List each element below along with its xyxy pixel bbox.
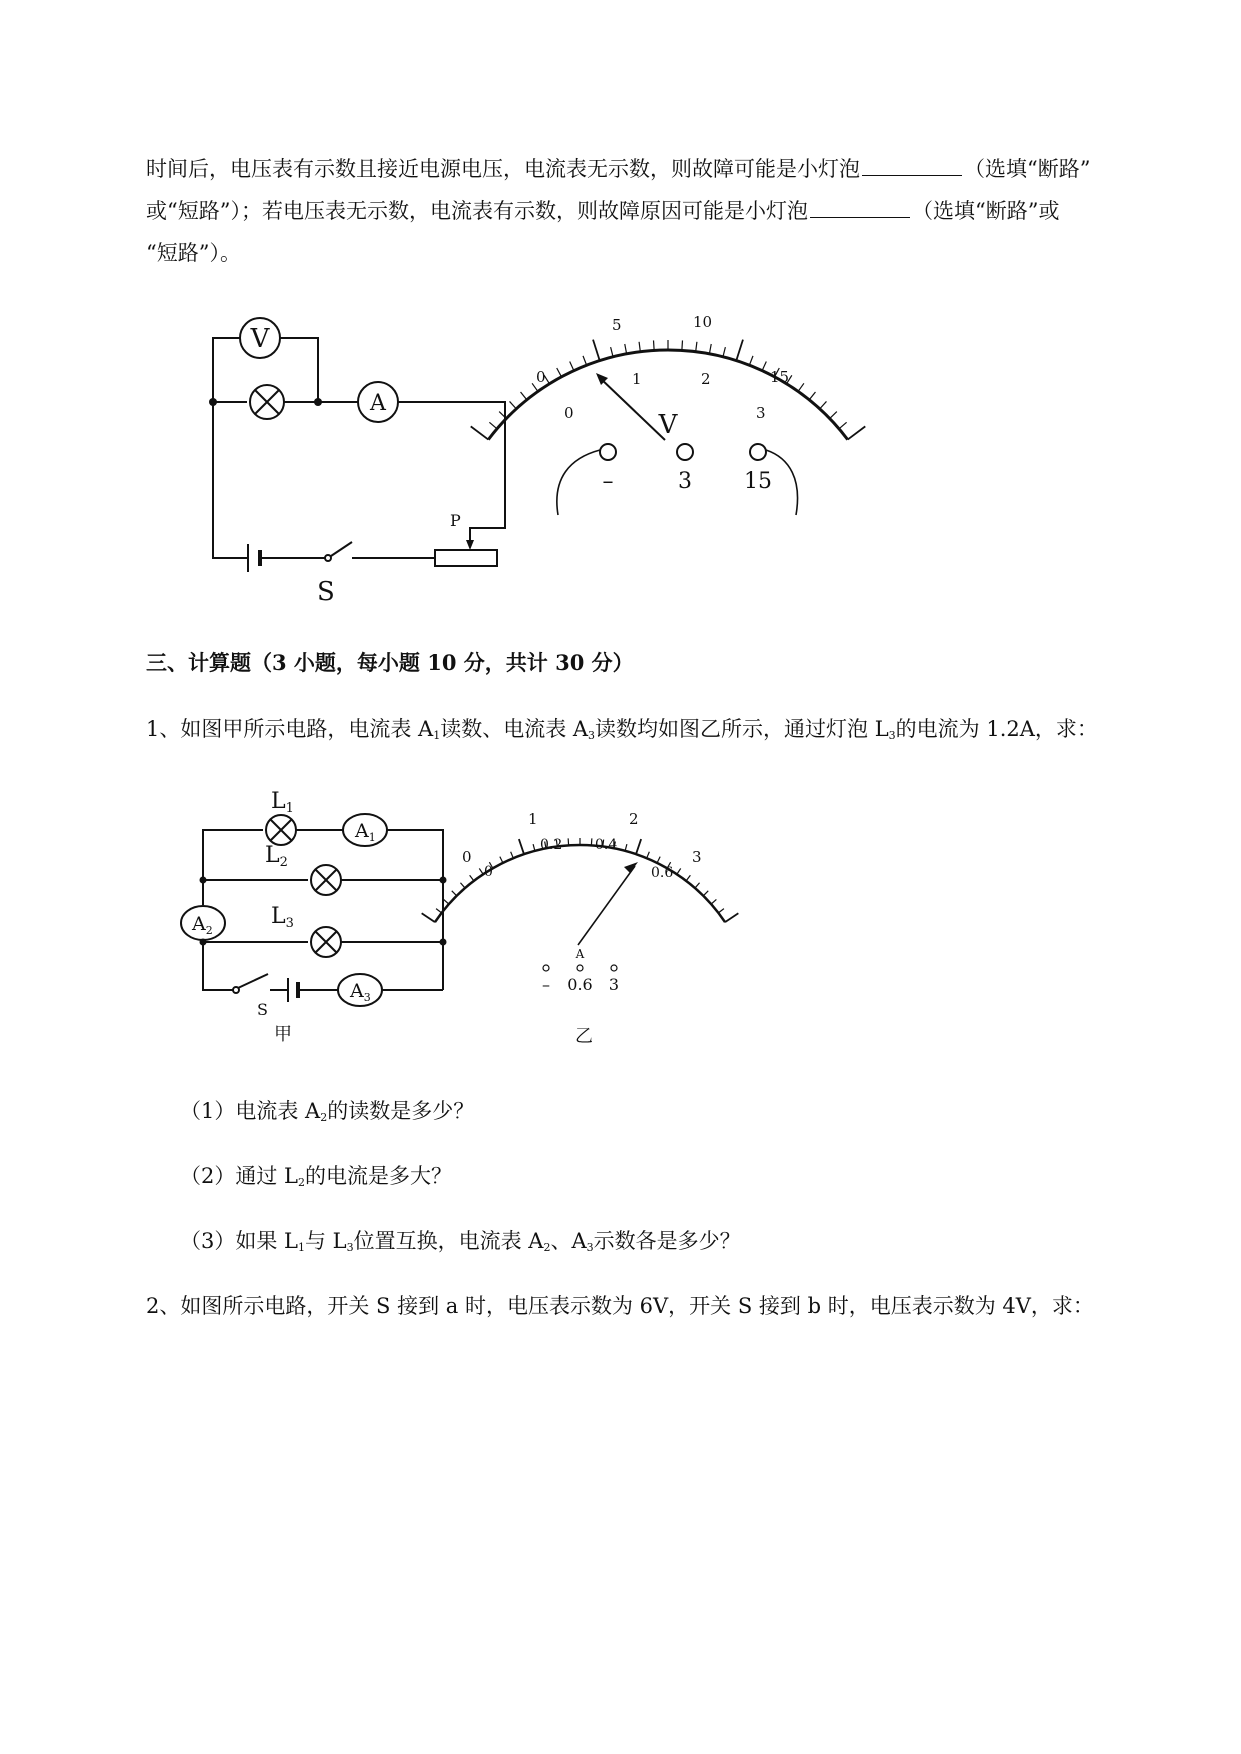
dial-tick [657, 857, 660, 863]
dial-tick [489, 422, 497, 428]
dial-tick [470, 875, 474, 881]
subscript: 1 [433, 729, 441, 742]
voltmeter-label: V [250, 324, 270, 354]
dial-tick [695, 883, 700, 888]
dial-tick [460, 883, 465, 888]
dial-tick [452, 891, 457, 896]
dial-tick [839, 422, 847, 428]
scale-top-5: 5 [612, 316, 622, 334]
terminal-3: 3 [678, 469, 692, 494]
text-segment: 2、如图所示电路，开关 S 接到 a 时，电压表示数为 6V，开关 S 接到 b 时，电压表示数为 4V，求： [146, 1294, 1094, 1318]
label-A3: $A_3$ [350, 980, 371, 1004]
scale-top-10: 10 [693, 313, 713, 331]
text-segment: 读数均如图乙所示，通过灯泡 L [595, 717, 889, 741]
dial-tick [718, 909, 724, 913]
terminal-15: 15 [744, 469, 772, 494]
dial-tick [809, 392, 815, 400]
text-segment: 时间后，电压表有示数且接近电源电压，电流表无示数，则故障可能是小灯泡 [146, 157, 860, 181]
dial-tick [677, 868, 681, 874]
sub-question-1 [180, 1090, 1180, 1139]
paragraph-line [146, 190, 1146, 232]
label-L2: L2 [265, 843, 288, 870]
dial-tick [500, 857, 503, 863]
circuit-diagram-1 [190, 310, 840, 610]
dial-needle [578, 866, 635, 945]
dial-tick [510, 401, 517, 408]
dial-tick [725, 913, 738, 922]
subscript: 1 [297, 1241, 305, 1254]
text-segment: 示数各是多少？ [593, 1229, 741, 1253]
dial-tick [636, 839, 641, 854]
subscript: 2 [320, 1111, 328, 1124]
terminal-neg: – [602, 469, 614, 494]
scale-top-1: 1 [528, 810, 538, 828]
dial-tick [519, 839, 524, 854]
label-S: S [257, 1000, 268, 1019]
text-segment: 、A [550, 1229, 587, 1253]
dial-tick [709, 344, 711, 354]
text-segment: 或“短路”）；若电压表无示数，电流表有示数，则故障原因可能是小灯泡 [146, 199, 808, 223]
caption-yi: 乙 [575, 1026, 593, 1047]
scale-bottom-0: 0 [564, 404, 574, 422]
scale-top-3: 3 [692, 848, 702, 866]
question-2 [146, 1285, 1146, 1327]
paragraph-line [146, 232, 1146, 274]
text-segment: 1、如图甲所示电路，电流表 A [146, 717, 434, 741]
dial-tick [521, 392, 527, 400]
caption-jia: 甲 [274, 1024, 292, 1045]
scale-bottom-0: 0 [484, 864, 493, 880]
subscript: 2 [543, 1241, 551, 1254]
ammeter-label: A [370, 391, 386, 416]
dial-tick [696, 342, 697, 352]
dial-tick [798, 383, 804, 391]
dial-tick [830, 412, 837, 419]
dial-tick [723, 347, 725, 357]
scale-bottom-3: 3 [756, 404, 766, 422]
sub-question-3 [180, 1220, 1180, 1269]
dial-tick [647, 852, 650, 858]
label-A2: $A_2$ [192, 913, 213, 937]
rheostat-label: P [450, 511, 461, 530]
text-segment: （2）通过 L [180, 1164, 298, 1188]
dial-tick [511, 852, 514, 858]
dial-tick [583, 356, 587, 365]
paragraph-line [146, 148, 1146, 190]
dial-tick [436, 909, 442, 913]
scale-bottom-0.4: 0.4 [595, 837, 618, 853]
text-segment: （选填“断路” [964, 157, 1091, 181]
dial-tick [682, 340, 683, 350]
dial-tick [711, 899, 716, 904]
scale-top-2: 2 [629, 810, 639, 828]
scale-top-0: 0 [536, 368, 546, 386]
answer-blank[interactable] [862, 149, 962, 176]
terminal-0.6: 0.6 [567, 975, 593, 994]
question-1 [146, 708, 1146, 757]
text-segment: 读数、电流表 A [440, 717, 589, 741]
dial-tick [444, 899, 449, 904]
answer-blank[interactable] [810, 191, 910, 218]
text-segment: （3）如果 L [180, 1229, 298, 1253]
sub-question-2 [180, 1155, 1180, 1204]
meter-unit-label: A [575, 947, 585, 961]
section-title: 三、计算题（3 小题，每小题 10 分，共计 30 分） [146, 650, 634, 675]
subscript: 3 [346, 1241, 354, 1254]
dial-tick [639, 342, 640, 352]
subscript: 3 [888, 729, 896, 742]
subscript: 3 [588, 729, 596, 742]
subscript: 3 [586, 1241, 594, 1254]
label-L3: L3 [271, 904, 294, 931]
dial-tick [703, 891, 708, 896]
circuit-diagram-2 [178, 780, 738, 1050]
meter-unit-label: V [658, 410, 678, 440]
terminal-neg: – [542, 975, 550, 994]
label-A1: $A_1$ [355, 820, 376, 844]
dial-tick [611, 347, 613, 357]
subscript: 2 [297, 1176, 305, 1189]
scale-bottom-0.2: 0.2 [540, 837, 563, 853]
dial-tick [749, 356, 753, 365]
dial-tick [479, 868, 483, 874]
text-segment: 的读数是多少？ [327, 1099, 475, 1123]
scale-bottom-0.6: 0.6 [651, 865, 674, 881]
dial-tick [848, 426, 866, 439]
dial-tick [422, 913, 435, 922]
dial-tick [736, 340, 743, 361]
dial-tick [593, 340, 600, 361]
dial-tick [762, 362, 766, 371]
switch-label: S [317, 577, 335, 607]
text-segment: （1）电流表 A [180, 1099, 321, 1123]
text-segment: 的电流为 1.2A，求： [895, 717, 1098, 741]
text-segment: 位置互换，电流表 A [353, 1229, 544, 1253]
text-segment: “短路”）。 [146, 241, 241, 265]
scale-top-15: 15 [770, 368, 790, 386]
terminal-3: 3 [608, 975, 620, 994]
text-segment: （选填“断路”或 [911, 199, 1060, 223]
dial-tick [686, 875, 690, 881]
text-segment: 与 L [304, 1229, 347, 1253]
dial-tick [820, 401, 827, 408]
dial-arc [435, 845, 725, 922]
dial-tick [625, 344, 627, 354]
scale-bottom-2: 2 [701, 370, 711, 388]
section-heading [146, 642, 1146, 684]
dial-tick [570, 362, 574, 371]
dial-tick [654, 340, 655, 350]
text-segment: 的电流是多大？ [304, 1164, 452, 1188]
dial-tick [557, 368, 562, 377]
scale-top-0: 0 [462, 848, 472, 866]
dial-tick [471, 426, 489, 439]
label-L1: L1 [271, 789, 294, 816]
scale-bottom-1: 1 [632, 370, 642, 388]
